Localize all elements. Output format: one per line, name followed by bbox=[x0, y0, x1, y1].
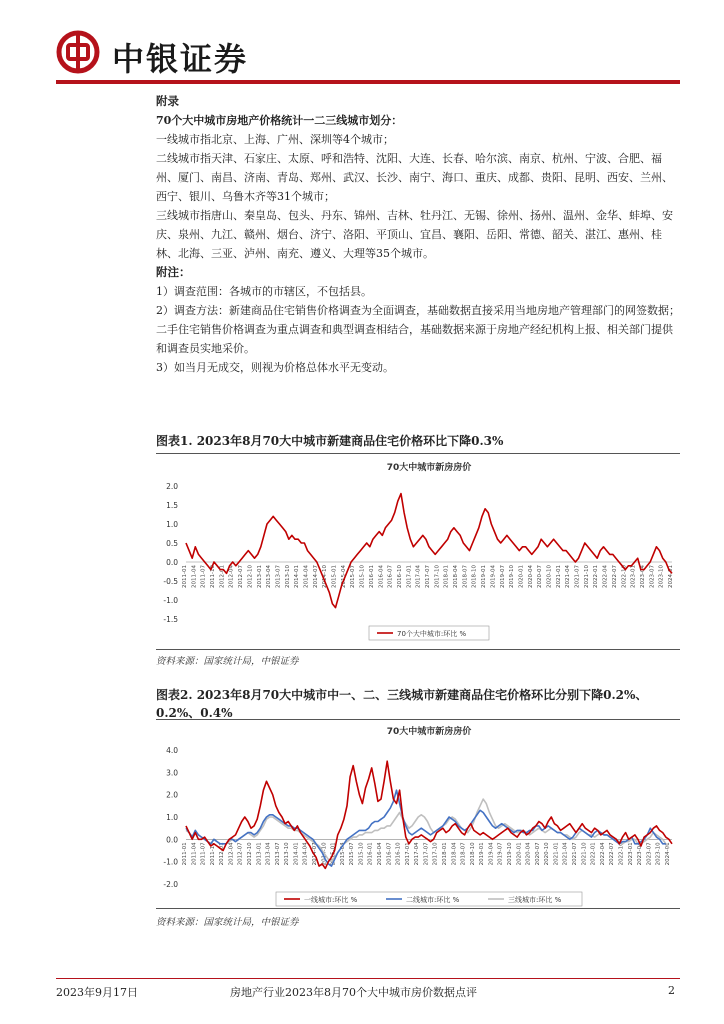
figure1-chart bbox=[156, 454, 680, 649]
x-tick-label: 2022-04 bbox=[599, 842, 606, 866]
appendix-title: 附录 bbox=[156, 94, 179, 108]
x-tick-label: 2022-10 bbox=[618, 842, 625, 866]
x-tick-label: 2016-04 bbox=[377, 842, 384, 866]
x-tick-label: 2020-04 bbox=[527, 565, 534, 588]
x-tick-label: 2018-04 bbox=[453, 565, 460, 588]
appendix-section bbox=[156, 92, 680, 377]
x-tick-label: 2020-01 bbox=[518, 565, 525, 588]
x-tick-label: 2020-04 bbox=[525, 842, 532, 866]
x-tick-label: 2019-04 bbox=[488, 842, 495, 866]
x-tick-label: 2016-07 bbox=[387, 565, 394, 588]
header-divider bbox=[56, 80, 680, 84]
note-3: 3）如当月无成交，则视为价格总体水平无变动。 bbox=[156, 361, 394, 374]
x-tick-label: 2013-10 bbox=[284, 565, 291, 588]
x-tick-label: 2017-10 bbox=[434, 565, 441, 588]
x-tick-label: 2013-04 bbox=[266, 565, 273, 588]
x-tick-label: 2019-07 bbox=[499, 565, 506, 588]
x-tick-label: 2019-10 bbox=[507, 842, 514, 866]
x-tick-label: 2017-07 bbox=[423, 842, 430, 866]
x-tick-label: 2017-04 bbox=[414, 842, 421, 866]
y-tick-label: -1.0 bbox=[163, 857, 178, 867]
x-tick-label: 2022-07 bbox=[611, 565, 618, 588]
x-tick-label: 2024-01 bbox=[664, 842, 671, 866]
y-tick-label: 4.0 bbox=[166, 746, 178, 755]
legend-label: 二线城市:环比 % bbox=[406, 896, 460, 904]
x-tick-label: 2011-01 bbox=[182, 565, 188, 588]
x-tick-label: 2013-01 bbox=[256, 565, 263, 588]
x-tick-label: 2011-01 bbox=[182, 842, 188, 866]
x-tick-label: 2012-07 bbox=[237, 842, 244, 866]
x-tick-label: 2022-01 bbox=[590, 842, 597, 866]
x-tick-label: 2019-01 bbox=[481, 565, 488, 588]
bank-of-china-logo-icon bbox=[56, 30, 100, 74]
x-tick-label: 2017-07 bbox=[425, 565, 431, 588]
figure1-source: 资料来源：国家统计局，中银证券 bbox=[156, 656, 299, 667]
x-tick-label: 2012-04 bbox=[228, 842, 235, 866]
y-tick-label: 2.0 bbox=[166, 482, 178, 491]
x-tick-label: 2011-04 bbox=[191, 842, 198, 866]
x-tick-label: 2022-04 bbox=[602, 565, 609, 588]
x-tick-label: 2018-10 bbox=[469, 842, 476, 866]
footer-divider bbox=[56, 978, 680, 979]
x-tick-label: 2015-07 bbox=[350, 565, 357, 588]
y-tick-label: 2.0 bbox=[166, 790, 178, 800]
y-tick-label: -1.5 bbox=[163, 615, 178, 624]
x-tick-label: 2021-01 bbox=[553, 842, 560, 866]
x-tick-label: 2012-10 bbox=[247, 565, 254, 588]
note-2: 2）调查方法：新建商品住宅销售价格调查为全面调查，基础数据直接采用当地房地产管理部门的网签数据；二手住宅销售价格调查为重点调查和典型调查相结合，基础数据来源于房地产经纪机构上报、相关部门提供和调查员实地采价。 bbox=[156, 304, 680, 355]
y-tick-label: -1.0 bbox=[163, 596, 178, 605]
x-tick-label: 2022-01 bbox=[593, 565, 600, 588]
x-tick-label: 2018-07 bbox=[462, 565, 469, 588]
figure1-chart-box bbox=[156, 453, 680, 650]
x-tick-label: 2023-10 bbox=[655, 842, 662, 866]
x-tick-label: 2023-07 bbox=[646, 842, 653, 866]
x-tick-label: 2014-10 bbox=[321, 842, 328, 866]
tier2-paragraph: 二线城市指天津、石家庄、太原、呼和浩特、沈阳、大连、长春、哈尔滨、南京、杭州、宁波、合肥、福州、厦门、南昌、济南、青岛、郑州、武汉、长沙、南宁、海口、重庆、成都、贵阳、昆明、西安、兰州、西宁、银川、乌鲁木齐等31个城市； bbox=[156, 152, 673, 203]
x-tick-label: 2015-01 bbox=[330, 842, 337, 866]
tier3-paragraph: 三线城市指唐山、秦皇岛、包头、丹东、锦州、吉林、牡丹江、无锡、徐州、扬州、温州、金华、蚌埠、安庆、泉州、九江、赣州、烟台、济宁、洛阳、平顶山、宜昌、襄阳、岳阳、常德、韶关、湛江、惠州、桂林、北海、三亚、泸州、南充、遵义、大理等35个城市。 bbox=[156, 209, 673, 260]
x-tick-label: 2019-10 bbox=[509, 565, 516, 588]
x-tick-label: 2011-10 bbox=[209, 842, 216, 866]
x-tick-label: 2011-07 bbox=[200, 565, 207, 588]
x-tick-label: 2023-07 bbox=[649, 565, 656, 588]
x-tick-label: 2012-01 bbox=[219, 565, 226, 588]
x-tick-label: 2021-07 bbox=[572, 842, 579, 866]
page-header bbox=[56, 24, 680, 86]
x-tick-label: 2023-01 bbox=[627, 842, 634, 866]
figure2-source: 资料来源：国家统计局，中银证券 bbox=[156, 917, 299, 928]
x-tick-label: 2016-01 bbox=[368, 565, 375, 588]
y-tick-label: 0.5 bbox=[166, 539, 178, 548]
legend-label: 一线城市:环比 % bbox=[304, 896, 358, 904]
x-tick-label: 2013-10 bbox=[284, 842, 291, 866]
x-tick-label: 2021-10 bbox=[583, 565, 590, 588]
x-tick-label: 2016-10 bbox=[396, 565, 403, 588]
x-tick-label: 2022-10 bbox=[621, 565, 628, 588]
x-tick-label: 2016-07 bbox=[386, 842, 393, 866]
x-tick-label: 2015-10 bbox=[358, 842, 365, 866]
x-tick-label: 2022-07 bbox=[609, 842, 616, 866]
x-tick-label: 2023-01 bbox=[630, 565, 637, 588]
x-tick-label: 2016-10 bbox=[395, 842, 402, 866]
x-tick-label: 2014-04 bbox=[303, 565, 310, 588]
x-tick-label: 2015-10 bbox=[359, 565, 366, 588]
series-line bbox=[186, 494, 672, 608]
x-tick-label: 2017-10 bbox=[432, 842, 439, 866]
x-tick-label: 2016-04 bbox=[378, 565, 385, 588]
x-tick-label: 2020-10 bbox=[544, 842, 551, 866]
x-tick-label: 2018-04 bbox=[451, 842, 458, 866]
x-tick-label: 2021-04 bbox=[565, 565, 572, 588]
x-tick-label: 2015-04 bbox=[339, 842, 346, 866]
y-tick-label: -2.0 bbox=[163, 880, 178, 889]
x-tick-label: 2014-10 bbox=[322, 565, 329, 588]
y-tick-label: 0.0 bbox=[166, 558, 178, 567]
figure2-chart-box bbox=[156, 719, 680, 909]
figure2-title: 图表2. 2023年8月70大中城市中一、二、三线城市新建商品住宅价格环比分别下降0.2%、0.2%、0.4% bbox=[156, 688, 648, 720]
legend-label: 三线城市:环比 % bbox=[508, 896, 562, 904]
tier1-paragraph: 一线城市指北京、上海、广州、深圳等4个城市； bbox=[156, 133, 394, 146]
y-tick-label: 1.0 bbox=[166, 520, 178, 529]
x-tick-label: 2013-07 bbox=[274, 842, 281, 866]
x-tick-label: 2018-01 bbox=[442, 842, 449, 866]
x-tick-label: 2011-10 bbox=[210, 565, 217, 588]
note-1: 1）调查范围：各城市的市辖区，不包括县。 bbox=[156, 285, 372, 298]
x-tick-label: 2013-07 bbox=[275, 565, 282, 588]
x-tick-label: 2021-10 bbox=[581, 842, 588, 866]
x-tick-label: 2014-07 bbox=[312, 565, 319, 588]
x-tick-label: 2021-04 bbox=[562, 842, 569, 866]
x-tick-label: 2023-10 bbox=[658, 565, 665, 588]
x-tick-label: 2011-07 bbox=[200, 842, 207, 866]
x-tick-label: 2014-01 bbox=[294, 565, 301, 588]
y-tick-label: 0.0 bbox=[166, 835, 178, 845]
chart-title: 70大中城市新房房价 bbox=[386, 463, 472, 473]
x-tick-label: 2017-04 bbox=[415, 565, 422, 588]
x-tick-label: 2011-04 bbox=[191, 565, 198, 588]
x-tick-label: 2012-01 bbox=[219, 842, 226, 866]
x-tick-label: 2019-01 bbox=[479, 842, 486, 866]
notes-title: 附注： bbox=[156, 265, 191, 279]
x-tick-label: 2023-04 bbox=[639, 565, 646, 588]
x-tick-label: 2015-01 bbox=[331, 565, 338, 588]
x-tick-label: 2020-10 bbox=[546, 565, 553, 588]
x-tick-label: 2023-04 bbox=[637, 842, 644, 866]
brand-name: 中银证券 bbox=[112, 40, 249, 78]
y-tick-label: 1.5 bbox=[166, 501, 178, 510]
y-tick-label: 1.0 bbox=[166, 813, 178, 822]
x-tick-label: 2013-01 bbox=[256, 842, 263, 866]
legend-label: 70个大中城市:环比 % bbox=[397, 630, 467, 638]
x-tick-label: 2015-04 bbox=[340, 565, 347, 588]
x-tick-label: 2018-10 bbox=[471, 565, 478, 588]
x-tick-label: 2019-07 bbox=[497, 842, 504, 866]
x-tick-label: 2020-07 bbox=[534, 842, 541, 866]
x-tick-label: 2012-04 bbox=[228, 565, 235, 588]
x-tick-label: 2020-01 bbox=[516, 842, 523, 866]
footer-date: 2023年9月17日 bbox=[56, 986, 138, 999]
x-tick-label: 2019-04 bbox=[490, 565, 497, 588]
x-tick-label: 2018-07 bbox=[460, 842, 467, 866]
y-tick-label: 3.0 bbox=[166, 768, 178, 778]
x-tick-label: 2014-01 bbox=[293, 842, 300, 866]
y-tick-label: -0.5 bbox=[163, 577, 178, 586]
x-tick-label: 2020-07 bbox=[537, 565, 544, 588]
x-tick-label: 2024-01 bbox=[668, 565, 674, 588]
x-tick-label: 2013-04 bbox=[265, 842, 272, 866]
x-tick-label: 2016-01 bbox=[367, 842, 374, 866]
x-tick-label: 2014-07 bbox=[312, 842, 319, 866]
x-tick-label: 2017-01 bbox=[406, 565, 413, 588]
x-tick-label: 2012-07 bbox=[238, 565, 245, 588]
x-tick-label: 2017-01 bbox=[404, 842, 411, 866]
x-tick-label: 2012-10 bbox=[247, 842, 254, 866]
figure2-chart bbox=[156, 720, 680, 908]
x-tick-label: 2021-07 bbox=[574, 565, 581, 588]
x-tick-label: 2014-04 bbox=[302, 842, 309, 866]
footer-doc-title: 房地产行业2023年8月70个大中城市房价数据点评 bbox=[230, 986, 477, 999]
appendix-subtitle: 70个大中城市房地产价格统计一二三线城市划分： bbox=[156, 114, 403, 127]
x-tick-label: 2015-07 bbox=[349, 842, 356, 866]
page-number: 2 bbox=[668, 984, 675, 997]
x-tick-label: 2021-01 bbox=[555, 565, 562, 588]
x-tick-label: 2018-01 bbox=[443, 565, 450, 588]
chart-title: 70大中城市新房房价 bbox=[386, 727, 472, 737]
figure1-title: 图表1. 2023年8月70大中城市新建商品住宅价格环比下降0.3% bbox=[156, 434, 504, 448]
